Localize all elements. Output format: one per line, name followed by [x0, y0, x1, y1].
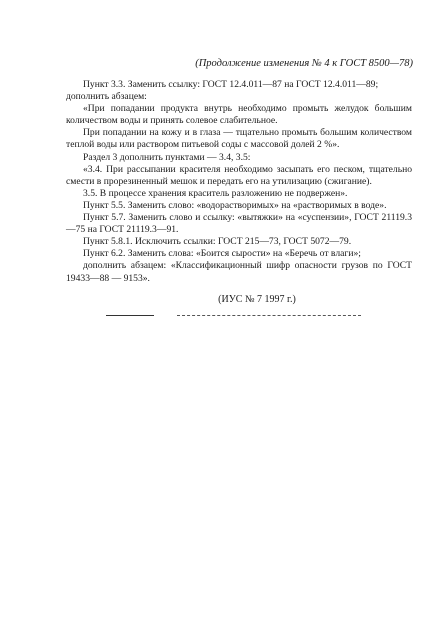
paragraph-3: «При попадании продукта внутрь необходимо промыть желудок большим количеством воды и принять солевое слабительное. — [66, 103, 412, 127]
paragraph-6: «3.4. При рассыпании красителя необходимо засыпать его песком, тщательно смести в прорезиненный мешок и передать его на утилизацию (сжигание). — [66, 163, 412, 187]
paragraph-9: Пункт 5.7. Заменить слово и ссылку: «вытяжки» на «суспензии», ГОСТ 21119.3—75 на ГОСТ 21119.3—91. — [66, 212, 412, 236]
separator-rules — [66, 312, 412, 320]
paragraph-1: Пункт 3.3. Заменить ссылку: ГОСТ 12.4.011—87 на ГОСТ 12.4.011—89; — [83, 79, 379, 90]
document-body — [66, 79, 412, 320]
paragraph-8: Пункт 5.5. Заменить слово: «водорастворимых» на «растворимых в воде». — [83, 199, 387, 211]
continuation-header: (Продолжение изменения № 4 к ГОСТ 8500—78) — [195, 58, 413, 69]
paragraph-2: дополнить абзацем: — [66, 91, 147, 103]
paragraph-7: 3.5. В процессе хранения краситель разложению не подвержен». — [83, 187, 348, 199]
ius-reference: (ИУС № 7 1997 г.) — [218, 293, 296, 305]
paragraph-10: Пункт 5.8.1. Исключить ссылки: ГОСТ 215—73, ГОСТ 5072—79. — [83, 236, 352, 248]
separator-rule-short — [106, 315, 154, 316]
paragraph-12: дополнить абзацем: «Классификационный шифр опасности грузов по ГОСТ 19433—88 — 9153». — [66, 260, 412, 284]
paragraph-5: Раздел 3 дополнить пунктами — 3.4, 3.5: — [83, 151, 251, 163]
paragraph-11: Пункт 6.2. Заменить слова: «Боится сырости» на «Беречь от влаги»; — [83, 248, 361, 260]
paragraph-4: При попадании на кожу и в глаза — тщательно промыть большим количеством теплой воды или раствором питьевой соды с массовой долей 2 %». — [66, 127, 412, 151]
separator-rule-long — [177, 315, 361, 316]
